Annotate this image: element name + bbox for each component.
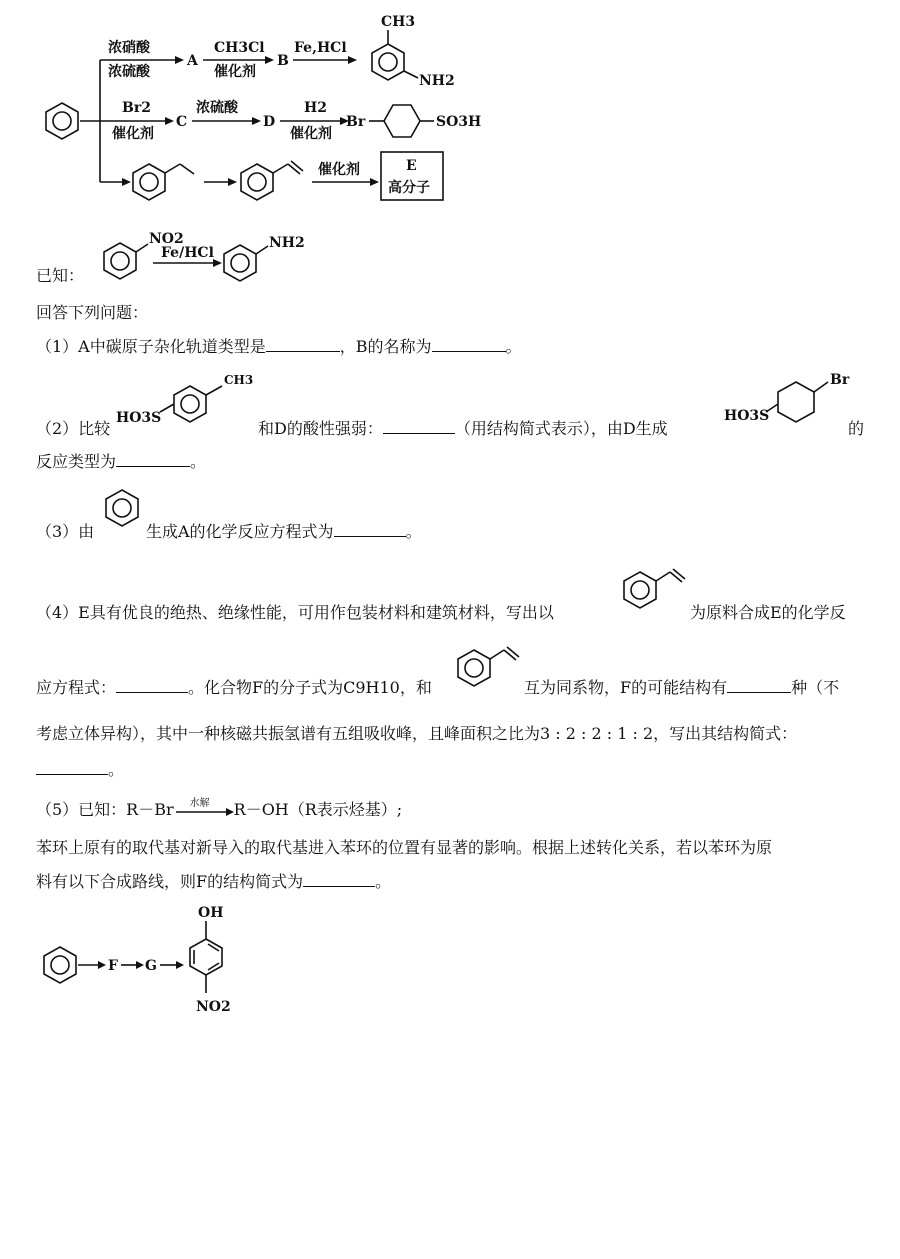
q1-text-b: ，B的名称为 [339,337,432,356]
q4-text-g: 考虑立体异构），其中一种核磁共振氢谱有五组吸收峰，且峰面积之比为3 : 2 : 2 : 1 : 2，写出其结构简式： [36,724,798,743]
intro-text: 回答下列问题： [36,303,149,322]
q5-text-a: （5）已知：R－Br [36,800,174,819]
q5-blank[interactable] [303,872,375,887]
q1-blank-1[interactable] [266,337,340,352]
q2-ch3: CH3 [224,373,254,387]
r2-cond3-top: H2 [304,100,327,116]
q2-so3s: HO3S [116,410,162,426]
q2-blank-1[interactable] [383,419,455,434]
question-1 [36,337,522,357]
q4-styrene-1 [616,564,692,618]
styrene-structure [241,161,303,200]
r1-cond1-bottom: 浓硫酸 [108,64,150,80]
q2-text-f: 。 [190,452,207,471]
q3-text-a: （3）由 [36,522,95,541]
known-cond: Fe/HCl [161,245,214,261]
q4-blank-2[interactable] [727,678,791,693]
q4-styrene-2 [450,642,526,696]
r1-cond2-bottom: 催化剂 [214,64,256,80]
p-toluenesulfonic-structure [112,368,262,438]
r2-cond3-bottom: 催化剂 [290,126,332,142]
q3-text-b: 生成A的化学反应方程式为 [146,522,334,541]
q5-text-b: R－OH（R表示烃基）; [233,800,403,819]
q5-line3 [36,872,391,892]
q2-line1 [258,419,668,439]
product-E-note: 高分子 [388,180,430,196]
q4-line2b [524,678,839,698]
q4-blank-1[interactable] [116,678,188,693]
q1-text-a: （1）A中碳原子杂化轨道类型是 [36,337,266,356]
known-reaction [95,225,335,295]
q2-text-e: 反应类型为 [36,452,117,471]
ethylbenzene-structure [133,164,194,200]
q5-text-c: 苯环上原有的取代基对新导入的取代基进入苯环的位置有显著的影响。根据上述转化关系，若以苯环为原 [36,838,773,857]
r1-prod-ch3: CH3 [381,14,416,30]
q2-text-c: （用结构简式表示），由D生成 [454,419,668,438]
q2-text-d: 的 [848,419,865,438]
q4-text-e: 互为同系物，F的可能结构有 [524,678,728,697]
known-nh2: NH2 [269,235,305,251]
reaction-scheme [0,0,900,210]
q2-so3s2: HO3S [724,408,770,424]
q5-line1 [36,800,402,820]
r2-prod-so3h: SO3H [436,114,482,130]
q4-blank-3[interactable] [36,760,108,775]
q4-text-f: 种（不 [791,678,840,697]
intermediate-D: D [263,114,276,130]
r1-prod-nh2: NH2 [419,73,455,89]
known-no2: NO2 [149,231,184,247]
r2-cond2-top: 浓硫酸 [196,100,238,116]
q4-text-d: 。化合物F的分子式为C9H10，和 [188,678,432,697]
intermediate-A: A [187,53,198,69]
q2-blank-2[interactable] [116,452,190,467]
q5-synthesis-route [30,895,250,1025]
r1-cond1-top: 浓硝酸 [108,40,150,56]
cyclohexane-sulfonic-structure [369,105,434,137]
q5-G: G [145,958,157,974]
q5-oh: OH [198,905,224,921]
q1-text-c: 。 [505,337,522,356]
known-label: 已知： [36,266,85,285]
q3-blank[interactable] [334,522,406,537]
q4-line2a [36,678,432,698]
r1-cond3-top: Fe,HCl [294,40,347,56]
q5-F: F [108,958,118,974]
q1-blank-2[interactable] [432,337,506,352]
q5-text-e: 。 [375,872,392,891]
q4-text-c: 应方程式： [36,678,117,697]
q2-text-a: （2）比较 [36,419,111,438]
r1-cond2-top: CH3Cl [214,40,265,56]
q5-text-d: 料有以下合成路线，则F的结构简式为 [36,872,304,891]
q4-line4 [36,760,124,780]
q4-text-h: 。 [108,760,125,779]
product-E-label: E [406,158,417,174]
benzene-start [46,103,78,139]
q3-benzene [100,486,144,536]
intermediate-B: B [277,53,289,69]
m-toluidine-structure [372,30,418,80]
q2-text-b: 和D的酸性强弱： [258,419,383,438]
q4-text-a: （4）E具有优良的绝热、绝缘性能，可用作包装材料和建筑材料，写出以 [36,603,554,622]
r2-cond1-bottom: 催化剂 [112,126,154,142]
q2-br: Br [830,372,850,388]
q2-line2 [36,452,206,472]
q5-cond: 水解 [189,798,210,809]
r2-cond1-top: Br2 [122,100,151,116]
r3-cond-top: 催化剂 [318,162,360,178]
intermediate-C: C [176,114,188,130]
q3-text-c: 。 [405,522,422,541]
cyclohexane-sulfonic-q2 [718,360,858,450]
q3-line [146,522,422,542]
q4-text-b: 为原料合成E的化学反 [690,603,846,622]
q5-no2: NO2 [196,999,231,1015]
q5-arrow [174,800,234,820]
r2-prod-br: Br [346,114,366,130]
